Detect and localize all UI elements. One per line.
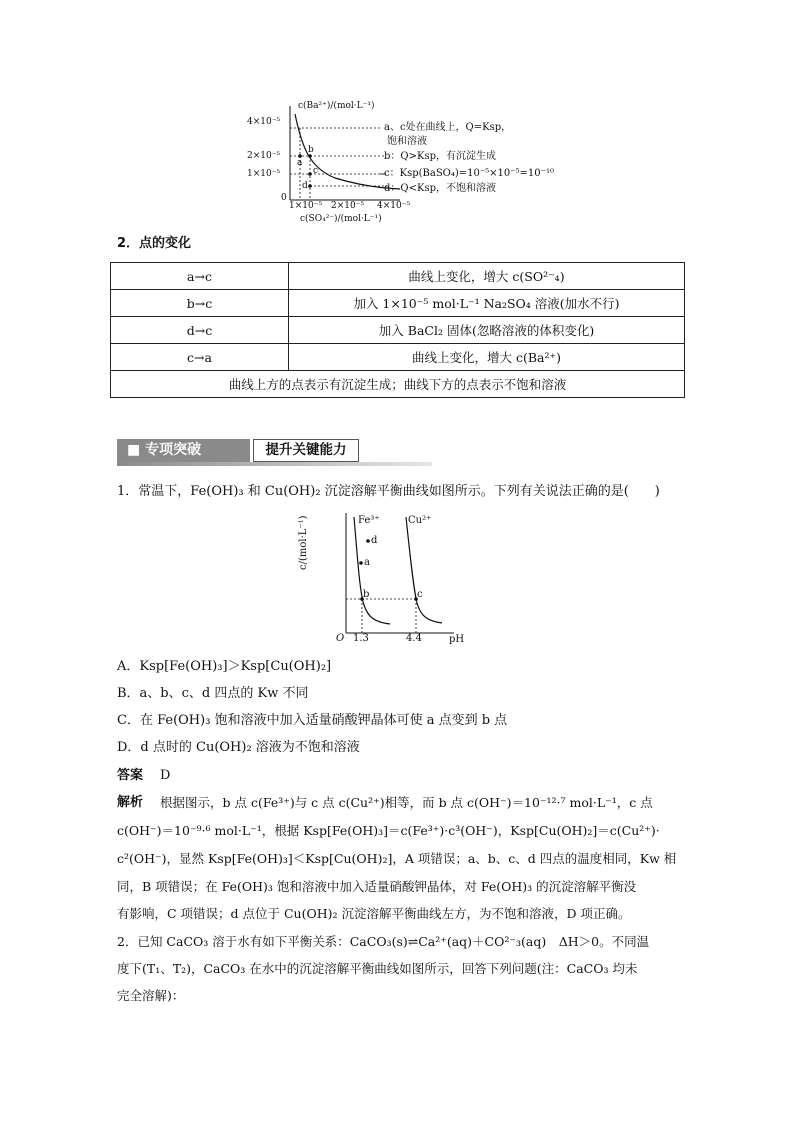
table-cell-desc: 曲线上变化，增大 c(SO²⁻₄) bbox=[289, 263, 685, 290]
q2-line-2: 度下(T₁、T₂)，CaCO₃ 在水中的沉淀溶解平衡曲线如图所示，回答下列问题(注：CaCO₃ 均未 bbox=[117, 961, 638, 976]
point-change-table bbox=[110, 262, 685, 398]
chart1-ytick-4: 4×10⁻⁵ bbox=[247, 117, 281, 127]
chart1-note-ac-2: 饱和溶液 bbox=[387, 136, 427, 147]
chart1-note-b: b：Q>Ksp，有沉淀生成 bbox=[384, 151, 496, 162]
chart2-point-b-label: b bbox=[363, 589, 370, 600]
chart2-cu-curve bbox=[406, 517, 442, 623]
q1-analysis-line-2: c(OH⁻)＝10⁻⁹·⁶ mol·L⁻¹，根据 Ksp[Fe(OH)₃]＝c(Fe³⁺)·c³(OH⁻)，Ksp[Cu(OH)₂]＝c(Cu²⁺)· bbox=[117, 823, 660, 838]
banner-improve-ability: 提升关键能力 bbox=[253, 439, 359, 462]
chart2-ylabel: c/(mol·L⁻¹) bbox=[298, 515, 309, 570]
chart1-xtick-4: 4×10⁻⁵ bbox=[377, 201, 411, 211]
chart1-ylabel: c(Ba²⁺)/(mol·L⁻¹) bbox=[298, 101, 375, 111]
q1-analysis-label: 解析 bbox=[117, 795, 144, 810]
q1-analysis-line-4: 同，B 项错误；在 Fe(OH)₃ 饱和溶液中加入适量硝酸钾晶体，对 Fe(OH)₃ 的沉淀溶解平衡没 bbox=[117, 879, 637, 894]
chart2-point-c-label: c bbox=[417, 589, 423, 600]
chart2-point-a-label: a bbox=[364, 557, 370, 568]
chart2-point-d bbox=[366, 539, 370, 543]
q2-line-3: 完全溶解)： bbox=[117, 988, 185, 1003]
q1-stem: 1．常温下，Fe(OH)₃ 和 Cu(OH)₂ 沉淀溶解平衡曲线如图所示。下列有关说法正确的是( ) bbox=[117, 484, 660, 499]
q2-line-1: 2．已知 CaCO₃ 溶于水有如下平衡关系：CaCO₃(s)⇌Ca²⁺(aq)＋CO²⁻₃(aq) ΔH＞0。不同温 bbox=[117, 934, 650, 949]
table-row bbox=[111, 290, 685, 317]
table-cell-from: d→c bbox=[111, 317, 289, 344]
table-row bbox=[111, 317, 685, 344]
chart1-note-c: c：Ksp(BaSO₄)=10⁻⁵×10⁻⁵=10⁻¹⁰ bbox=[384, 168, 554, 179]
q1-option-d: D．d 点时的 Cu(OH)₂ 溶液为不饱和溶液 bbox=[117, 740, 360, 755]
chart1-xtick-2: 2×10⁻⁵ bbox=[331, 201, 365, 211]
chart1-point-a-label: a bbox=[297, 158, 303, 168]
banner-underline bbox=[117, 462, 432, 466]
chart1-point-d-label: d bbox=[302, 181, 308, 191]
table-row bbox=[111, 344, 685, 371]
table-cell-desc: 曲线上变化，增大 c(Ba²⁺) bbox=[289, 344, 685, 371]
chart2-xlabel: pH bbox=[449, 634, 465, 645]
chart2-cu-label: Cu²⁺ bbox=[408, 515, 432, 526]
chart1-note-d: d：Q<Ksp，不饱和溶液 bbox=[384, 183, 496, 194]
q1-option-c: C．在 Fe(OH)₃ 饱和溶液中加入适量硝酸钾晶体可使 a 点变到 b 点 bbox=[117, 713, 508, 728]
chart2-fe-curve bbox=[354, 517, 390, 624]
chart1-xtick-1: 1×10⁻⁵ bbox=[289, 201, 323, 211]
q1-option-b: B．a、b、c、d 四点的 Kw 不同 bbox=[117, 686, 309, 701]
banner-special-topic: ■ 专项突破 bbox=[117, 439, 250, 462]
table-cell-from: c→a bbox=[111, 344, 289, 371]
q1-analysis-line-3: c²(OH⁻)，显然 Ksp[Fe(OH)₃]＜Ksp[Cu(OH)₂]，A 项错误；a、b、c、d 四点的温度相同，Kw 相 bbox=[117, 851, 677, 866]
chart2-xtick-2: 4.4 bbox=[406, 633, 422, 644]
chart2-point-a bbox=[359, 561, 363, 565]
chart2-xtick-1: 1.3 bbox=[353, 633, 369, 644]
table-row bbox=[111, 263, 685, 290]
chart1-point-b-label: b bbox=[308, 145, 314, 155]
chart1-ytick-2: 2×10⁻⁵ bbox=[247, 151, 281, 161]
table-cell-desc: 加入 1×10⁻⁵ mol·L⁻¹ Na₂SO₄ 溶液(加水不行) bbox=[289, 290, 685, 317]
chart1-point-c bbox=[308, 172, 312, 176]
chart1-point-d bbox=[308, 184, 312, 188]
q1-answer: D bbox=[160, 768, 171, 783]
table-cell-from: a→c bbox=[111, 263, 289, 290]
q1-analysis-line-1: 根据图示，b 点 c(Fe³⁺)与 c 点 c(Cu²⁺)相等，而 b 点 c(OH⁻)＝10⁻¹²·⁷ mol·L⁻¹，c 点 bbox=[160, 795, 653, 810]
chart1-ytick-1: 1×10⁻⁵ bbox=[247, 169, 281, 179]
chart2-origin: O bbox=[336, 633, 345, 644]
chart2-point-d-label: d bbox=[371, 535, 378, 546]
chart1-xlabel: c(SO₄²⁻)/(mol·L⁻¹) bbox=[300, 214, 382, 224]
table-cell-desc: 加入 BaCl₂ 固体(忽略溶液的体积变化) bbox=[289, 317, 685, 344]
q1-analysis-line-5: 有影响，C 项错误；d 点位于 Cu(OH)₂ 沉淀溶解平衡曲线左方，为不饱和溶液，D 项正确。 bbox=[117, 906, 631, 921]
chart1-note-ac-1: a、c处在曲线上，Q=Ksp， bbox=[384, 122, 512, 133]
chart2-fe-label: Fe³⁺ bbox=[358, 515, 380, 526]
q1-answer-label: 答案 bbox=[117, 768, 144, 783]
table-cell-from: b→c bbox=[111, 290, 289, 317]
table-summary: 曲线上方的点表示有沉淀生成；曲线下方的点表示不饱和溶液 bbox=[111, 371, 685, 398]
section-title: 2．点的变化 bbox=[117, 236, 192, 251]
chart1-point-c-label: c bbox=[313, 166, 319, 176]
q1-option-a: A．Ksp[Fe(OH)₃]＞Ksp[Cu(OH)₂] bbox=[117, 659, 332, 674]
chart1-origin: 0 bbox=[281, 193, 287, 203]
table-row bbox=[111, 371, 685, 398]
